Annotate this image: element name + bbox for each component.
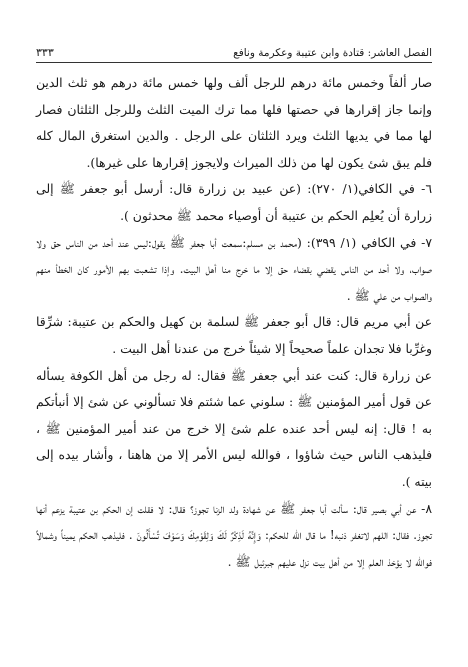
page-number: ٣٣٣	[36, 46, 54, 59]
paragraph-continuation: صار ألفاً وخمس مائة درهم للرجل ألف ولها خمس مائة درهم هو ثلث الدين وإنما جاز إقرارها في حصتها فلها مما ترك الميت الثلث وللرجل الثلثان فصار لها مما في يديها الثلث ويرد الثلثان على الرجل . والدين استغرق المال كله فلم يبق شئ يكون لها من ذلك الميراث ولايجوز إقرارها على غيرها).	[36, 75, 432, 170]
paragraph-item-6: ٦- في الكافي(١/ ٢٧٠): (عن عبيد بن زرارة قال: أرسل أبو جعفر ﷺ إلى زرارة أن يُعلِم الحكم بن عتيبة أن أوصياء محمد ﷺ محدثون ).	[36, 181, 432, 223]
page-body	[36, 70, 432, 575]
paragraph-zurara: عن زرارة قال: كنت عند أبي جعفر ﷺ فقال: له رجل من أهل الكوفة يسأله عن قول أمير المؤمنين ﷺ : سلوني عما شئتم فلا تسألوني عن شئ إلا أنبأتكم به ! قال: إنه ليس أحد عنده علم شئ إلا خرج من عند أمير المؤمنين ﷺ ، فليذهب الناس حيث شاؤوا ، فوالله ليس الأمر إلا من هاهنا ، وأشار بيده إلى بيته ).	[36, 367, 432, 489]
paragraph-abu-maryam: عن أبي مريم قال: قال أبو جعفر ﷺ لسلمة بن كهيل والحكم بن عتيبة: شرِّقا وغرِّبا فلا تجدان علماً صحيحاً إلا شيئاً خرج من عندنا أهل البيت .	[36, 314, 432, 356]
paragraph-item-8: ٨- عن أبي بصير قال: سألت أبا جعفر ﷺ عن شهادة ولد الزنا تجوز؟ فقال: لا فقلت إن الحكم بن عتيبة يزعم أنها تجوز. فقال: اللهم لاتغفر ذنبه! ما قال الله للحكم: وَإِنَّهُ لَذِكْرٌ لَكَ وَلِقَوْمِكَ وَسَوْفَ تُسْأَلُونَ . فليذهب الحكم يميناً وشمالاً فوالله لا يؤخذ العلم إلا من أهل بيت نزل عليهم جبرئيل ﷺ .	[36, 500, 432, 569]
header-rule	[36, 62, 432, 63]
page-header	[36, 44, 432, 62]
paragraph-item-7: ٧- في الكافي (١/ ٣٩٩): (محمد بن مسلم:سمعت أبا جعفر ﷺ يقول:ليس عند أحد من الناس حق ولا صواب، ولا أحد من الناس يقضي بقضاء حق إلا ما خرج منا أهل البيت. وإذا تشعبت بهم الأمور كان الخطأ منهم والصواب من علي ﷺ .	[36, 234, 432, 303]
running-title: الفصل العاشر: قتادة وابن عتيبة وعكرمة ونافع	[233, 47, 432, 59]
